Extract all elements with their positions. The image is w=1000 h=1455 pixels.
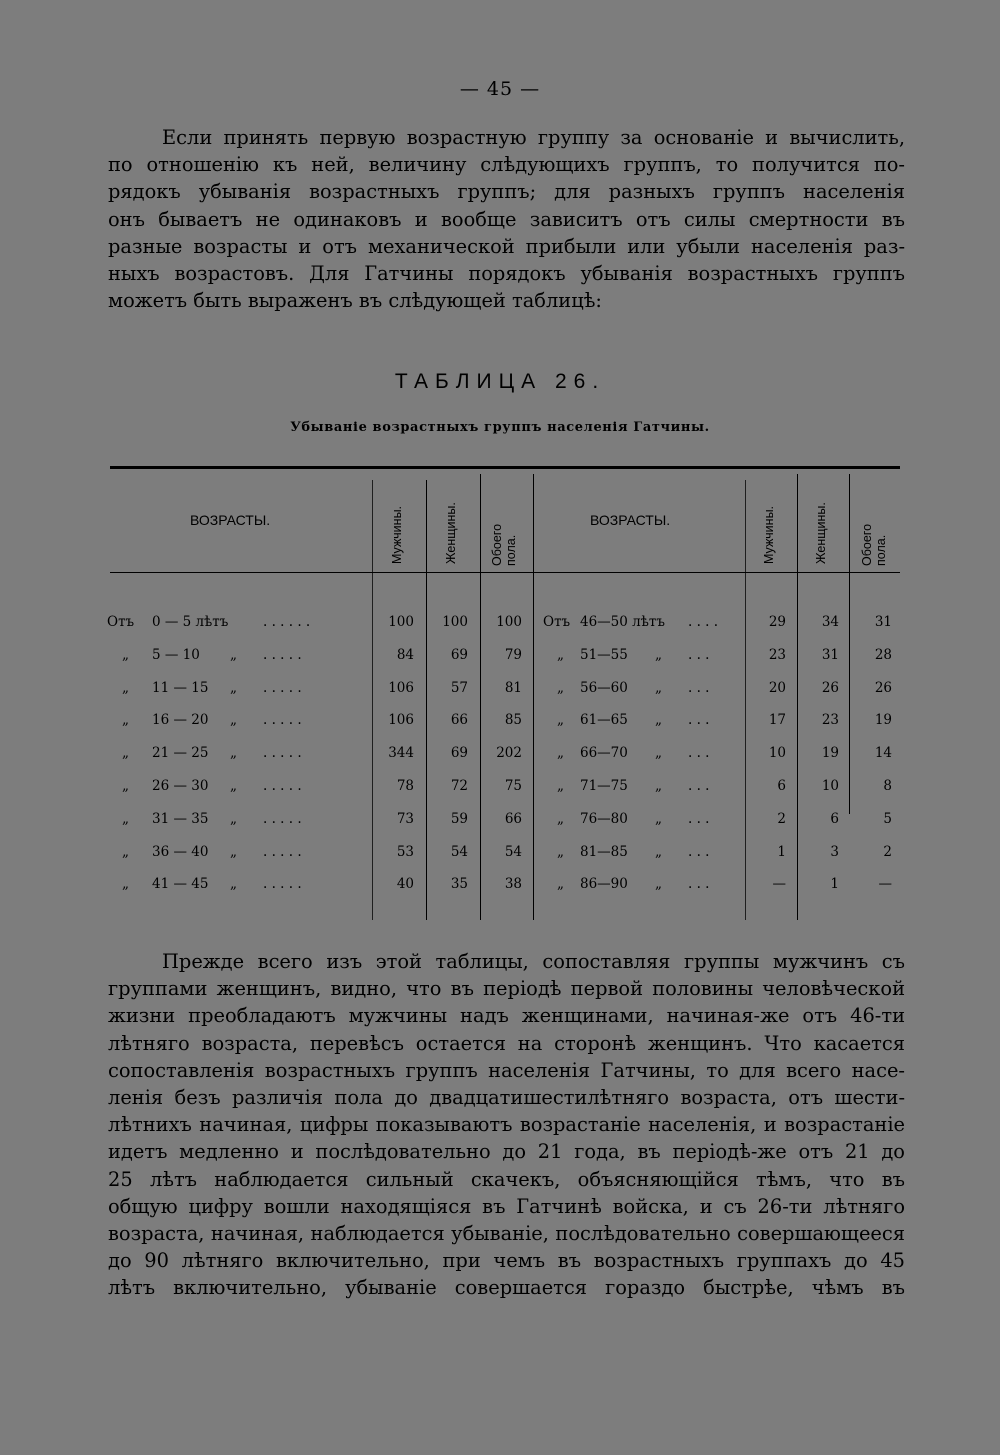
text-line: лѣтняго возраста, перевѣсъ остается на сторонѣ женщинъ. Что касается <box>108 1031 905 1055</box>
cell-both: 54 <box>504 843 522 860</box>
text-line: возраста, начиная, наблюдается убываніе, послѣдовательно совершающееся <box>108 1222 905 1246</box>
row-ditto-mark: „ <box>230 843 237 860</box>
cell-men: 1 <box>777 843 786 860</box>
text-line: Если принять первую возрастную группу за основаніе и вычислить, <box>162 126 905 149</box>
row-prefix: „ <box>557 778 564 794</box>
row-prefix: „ <box>122 712 129 729</box>
table-top-rule <box>110 466 900 469</box>
text-line: можетъ быть выраженъ въ слѣдующей таблицѣ: <box>108 289 602 313</box>
cell-men: 84 <box>396 646 414 663</box>
cell-men: 106 <box>388 712 414 729</box>
row-leader-dots: . . . <box>688 646 710 663</box>
header-both-right: Обоего пола. <box>860 523 888 566</box>
row-prefix: „ <box>122 679 129 696</box>
text-line: до 90 лѣтняго включительно, при чемъ въ возрастныхъ группахъ до 45 <box>108 1249 905 1273</box>
row-leader-dots: . . . <box>688 745 710 762</box>
cell-both: 100 <box>496 614 522 630</box>
cell-men: 78 <box>396 778 414 794</box>
cell-men: — <box>772 876 786 893</box>
cell-women: 69 <box>450 745 468 762</box>
row-prefix: „ <box>557 646 564 663</box>
cell-both: 26 <box>874 679 892 696</box>
row-leader-dots: . . . . . <box>263 745 302 762</box>
cell-both: 202 <box>496 745 522 762</box>
cell-women: 31 <box>821 646 839 663</box>
text-line: ныхъ возрастовъ. Для Гатчины порядокъ убыванія возрастныхъ группъ <box>108 262 905 286</box>
cell-both: 2 <box>883 843 892 860</box>
column-divider <box>426 480 427 920</box>
header-ages-left: ВОЗРАСТЫ. <box>190 512 271 528</box>
row-age: 36 — 40 <box>152 843 209 860</box>
row-prefix: „ <box>557 810 564 827</box>
text-line: 25 лѣтъ наблюдается сильный скачекъ, объясняющійся тѣмъ, что въ <box>108 1167 905 1191</box>
text-line: идетъ медленно и послѣдовательно до 21 года, въ періодѣ-же отъ 21 до <box>108 1140 905 1164</box>
row-age: 5 — 10 <box>152 646 200 663</box>
cell-both: 19 <box>874 712 892 729</box>
row-age: 71—75 <box>580 778 628 794</box>
text-line: лѣтъ включительно, убываніе совершается гораздо быстрѣе, чѣмъ въ <box>108 1276 905 1300</box>
row-age: 51—55 <box>580 646 628 663</box>
cell-men: 100 <box>388 614 414 630</box>
cell-both: 5 <box>883 810 892 827</box>
row-ditto-mark: „ <box>655 876 662 893</box>
row-age: 56—60 <box>580 679 628 696</box>
row-leader-dots: . . . . . <box>263 876 302 893</box>
row-leader-dots: . . . <box>688 679 710 696</box>
cell-men: 17 <box>768 712 786 729</box>
cell-women: 6 <box>830 810 839 827</box>
row-prefix: „ <box>557 876 564 893</box>
row-ditto-mark: „ <box>655 778 662 794</box>
cell-men: 106 <box>388 679 414 696</box>
cell-women: 59 <box>450 810 468 827</box>
column-divider <box>797 474 798 920</box>
row-age: 0 — 5 лѣтъ <box>152 614 229 630</box>
cell-both: — <box>878 876 892 893</box>
row-ditto-mark: „ <box>230 712 237 729</box>
cell-both: 31 <box>874 614 892 630</box>
cell-men: 40 <box>396 876 414 893</box>
row-ditto-mark: „ <box>655 745 662 762</box>
row-age: 86—90 <box>580 876 628 893</box>
cell-men: 53 <box>396 843 414 860</box>
header-both-left: Обоего пола. <box>490 523 518 566</box>
cell-men: 20 <box>768 679 786 696</box>
cell-men: 10 <box>768 745 786 762</box>
row-leader-dots: . . . . . <box>263 679 302 696</box>
cell-men: 23 <box>768 646 786 663</box>
row-leader-dots: . . . <box>688 876 710 893</box>
cell-women: 10 <box>821 778 839 794</box>
row-prefix: „ <box>122 778 129 794</box>
row-leader-dots: . . . . . <box>263 646 302 663</box>
row-leader-dots: . . . <box>688 778 710 794</box>
row-ditto-mark: „ <box>230 745 237 762</box>
row-age: 16 — 20 <box>152 712 209 729</box>
row-ditto-mark: „ <box>655 843 662 860</box>
table-title: ТАБЛИЦА 26. <box>394 370 606 393</box>
row-ditto-mark: „ <box>655 679 662 696</box>
column-divider <box>480 474 481 920</box>
row-age: 46—50 лѣтъ <box>580 614 665 630</box>
cell-men: 344 <box>388 745 414 762</box>
row-age: 26 — 30 <box>152 778 209 794</box>
page-number: — 45 — <box>459 78 541 100</box>
table-header-rule <box>110 572 900 573</box>
row-leader-dots: . . . <box>688 712 710 729</box>
cell-women: 26 <box>821 679 839 696</box>
row-leader-dots: . . . <box>688 843 710 860</box>
row-prefix: Отъ <box>107 614 135 630</box>
header-women-left: Женщины. <box>444 502 458 564</box>
row-leader-dots: . . . . . . <box>263 614 311 630</box>
text-line: рядокъ убыванія возрастныхъ группъ; для разныхъ группъ населенія <box>108 180 905 204</box>
cell-women: 34 <box>821 614 839 630</box>
cell-men: 29 <box>768 614 786 630</box>
header-women-right: Женщины. <box>814 502 828 564</box>
intro-paragraph <box>108 124 905 314</box>
row-age: 41 — 45 <box>152 876 209 893</box>
cell-both: 28 <box>874 646 892 663</box>
cell-women: 72 <box>450 778 468 794</box>
row-ditto-mark: „ <box>230 778 237 794</box>
body-paragraph <box>108 948 905 1302</box>
row-ditto-mark: „ <box>230 679 237 696</box>
cell-women: 3 <box>830 843 839 860</box>
row-age: 11 — 15 <box>152 679 209 696</box>
row-leader-dots: . . . . <box>688 614 719 630</box>
text-line: ленія безъ различія пола до двадцатишестилѣтняго возраста, отъ шести- <box>108 1086 905 1110</box>
row-prefix: Отъ <box>543 614 571 630</box>
cell-women: 23 <box>821 712 839 729</box>
text-line: онъ бываетъ не одинаковъ и вообще зависитъ отъ силы смертности въ <box>108 207 905 231</box>
row-ditto-mark: „ <box>230 646 237 663</box>
row-prefix: „ <box>122 876 129 893</box>
cell-women: 69 <box>450 646 468 663</box>
cell-both: 79 <box>504 646 522 663</box>
text-line: Прежде всего изъ этой таблицы, сопоставляя группы мужчинъ съ <box>162 950 905 973</box>
row-ditto-mark: „ <box>655 712 662 729</box>
cell-men: 73 <box>396 810 414 827</box>
row-prefix: „ <box>557 679 564 696</box>
text-line: лѣтнихъ начиная, цифры показываютъ возрастаніе населенія, и возрастаніе <box>108 1113 905 1137</box>
text-line: по отношенію къ ней, величину слѣдующихъ группъ, то получится по- <box>108 153 905 177</box>
row-ditto-mark: „ <box>230 876 237 893</box>
row-prefix: „ <box>557 843 564 860</box>
header-ages-right: ВОЗРАСТЫ. <box>590 512 671 528</box>
row-age: 81—85 <box>580 843 628 860</box>
column-divider <box>849 474 850 814</box>
row-age: 61—65 <box>580 712 628 729</box>
text-line: группами женщинъ, видно, что въ періодѣ первой половины человѣческой <box>108 977 905 1001</box>
cell-both: 81 <box>504 679 522 696</box>
row-age: 66—70 <box>580 745 628 762</box>
row-leader-dots: . . . . . <box>263 810 302 827</box>
row-ditto-mark: „ <box>655 810 662 827</box>
cell-women: 35 <box>450 876 468 893</box>
row-leader-dots: . . . . . <box>263 778 302 794</box>
cell-both: 14 <box>874 745 892 762</box>
text-line: общую цифру вошли находящіяся въ Гатчинѣ войска, и съ 26-ти лѣтняго <box>108 1194 905 1218</box>
row-age: 76—80 <box>580 810 628 827</box>
cell-women: 57 <box>450 679 468 696</box>
header-men-left: Мужчины. <box>390 505 404 564</box>
table-subtitle: Убываніе возрастныхъ группъ населенія Гатчины. <box>290 420 710 435</box>
cell-both: 85 <box>504 712 522 729</box>
row-leader-dots: . . . . . <box>263 843 302 860</box>
row-leader-dots: . . . <box>688 810 710 827</box>
row-prefix: „ <box>557 712 564 729</box>
row-prefix: „ <box>122 745 129 762</box>
cell-men: 2 <box>777 810 786 827</box>
row-age: 31 — 35 <box>152 810 209 827</box>
row-prefix: „ <box>122 843 129 860</box>
cell-women: 19 <box>821 745 839 762</box>
row-age: 21 — 25 <box>152 745 209 762</box>
row-prefix: „ <box>122 810 129 827</box>
column-divider <box>533 474 534 920</box>
cell-both: 38 <box>504 876 522 893</box>
cell-women: 100 <box>442 614 468 630</box>
cell-both: 8 <box>883 778 892 794</box>
text-line: разные возрасты и отъ механической прибыли или убыли населенія раз- <box>108 234 905 258</box>
row-ditto-mark: „ <box>230 810 237 827</box>
cell-both: 66 <box>504 810 522 827</box>
row-prefix: „ <box>122 646 129 663</box>
cell-women: 1 <box>830 876 839 893</box>
header-men-right: Мужчины. <box>762 505 776 564</box>
text-line: жизни преобладаютъ мужчины надъ женщинами, начиная-же отъ 46-ти <box>108 1004 905 1028</box>
cell-men: 6 <box>777 778 786 794</box>
column-divider <box>372 480 373 920</box>
row-ditto-mark: „ <box>655 646 662 663</box>
cell-women: 66 <box>450 712 468 729</box>
row-leader-dots: . . . . . <box>263 712 302 729</box>
cell-women: 54 <box>450 843 468 860</box>
text-line: сопоставленія возрастныхъ группъ населенія Гатчины, то для всего насе- <box>108 1058 905 1082</box>
row-prefix: „ <box>557 745 564 762</box>
cell-both: 75 <box>504 778 522 794</box>
